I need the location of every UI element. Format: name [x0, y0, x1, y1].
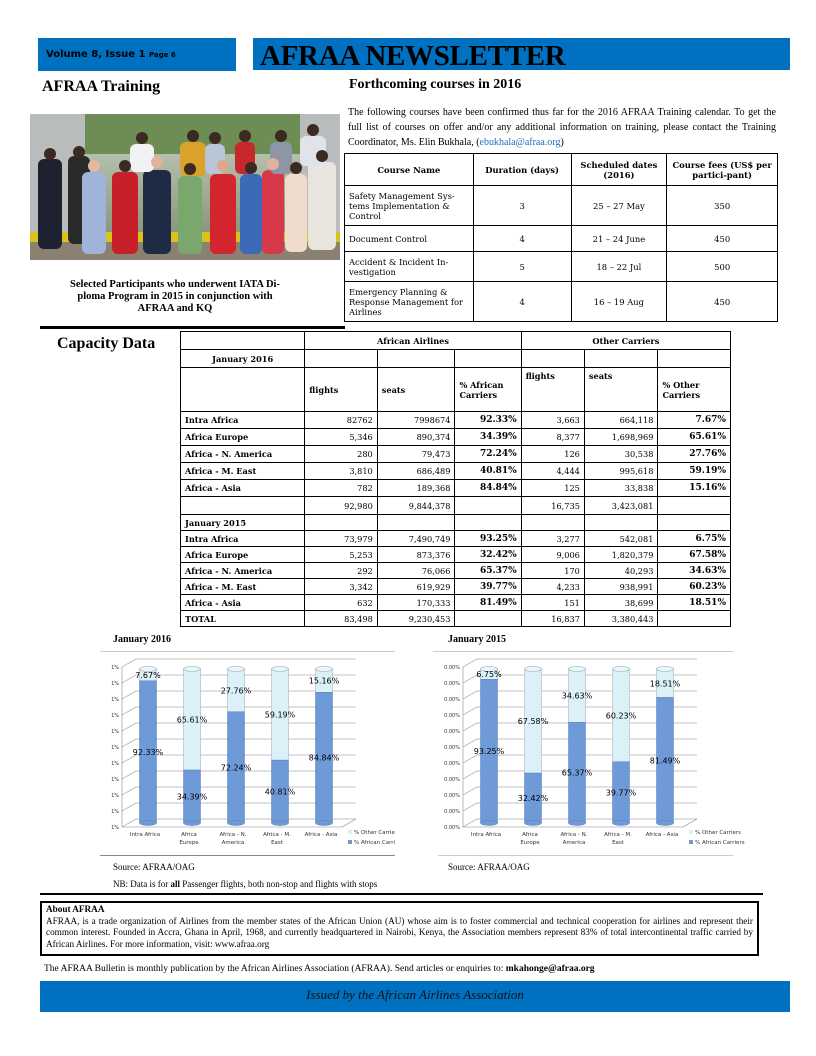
y-tick-label: 1%: [111, 809, 119, 815]
data-label-other: 18.51%: [649, 679, 681, 689]
x-tick-label: East: [271, 840, 283, 846]
total-af-seats: 9,230,453: [377, 611, 455, 627]
data-label-african: 81.49%: [649, 756, 681, 766]
nb-note: NB: Data is for all Passenger flights, both non-stop and flights with stops: [113, 879, 378, 889]
gridline-depth: [122, 819, 136, 827]
course-dates: 21 – 24 June: [571, 226, 667, 252]
capacity-row: [181, 463, 731, 480]
ot-seats: 664,118: [584, 412, 658, 429]
chart-2015: [433, 655, 745, 855]
x-tick-label: Africa - M.: [604, 832, 632, 838]
x-tick-label: America: [221, 840, 245, 846]
courses-header-row: [345, 154, 778, 186]
legend-label-african: % African Carriers: [695, 840, 745, 846]
column-header-row: [181, 368, 731, 412]
x-tick-label: Africa - M.: [263, 832, 291, 838]
legend-swatch-other: [689, 830, 693, 834]
total-ot-seats: 3,380,443: [584, 611, 658, 627]
af-seats: 79,473: [377, 446, 455, 463]
period-2016: January 2016: [181, 350, 305, 368]
capacity-row: [181, 429, 731, 446]
af-pct: 92.33%: [455, 412, 521, 429]
about-box: [40, 901, 759, 956]
page-number: Page 6: [148, 51, 176, 59]
af-flights: 5,346: [305, 429, 378, 446]
y-tick-label: 0.00%: [444, 809, 460, 815]
gridline-depth: [463, 691, 477, 699]
af-flights: 782: [305, 480, 378, 497]
data-label-african: 65.37%: [561, 768, 593, 778]
course-name: Emergency Planning & Response Management for Airlines: [345, 282, 474, 322]
col-dates: Scheduled dates (2016): [571, 154, 667, 186]
ot-seats: 30,538: [584, 446, 658, 463]
af-flights: 3,342: [305, 579, 378, 595]
af-pct: 39.77%: [455, 579, 521, 595]
course-dates: 16 – 19 Aug: [571, 282, 667, 322]
route-label: Africa - Asia: [181, 595, 305, 611]
y-tick-label: 1%: [111, 681, 119, 687]
bar-base: [569, 821, 586, 826]
bar-base: [613, 821, 630, 826]
gridline-depth: [463, 819, 477, 827]
y-tick-label: 0.00%: [444, 825, 460, 831]
y-tick-label: 0.00%: [444, 729, 460, 735]
x-tick-label: Intra Africa: [470, 832, 502, 838]
ot-seats: 995,618: [584, 463, 658, 480]
y-tick-label: 0.00%: [444, 793, 460, 799]
ot-seats: 33,838: [584, 480, 658, 497]
gridline-depth: [463, 675, 477, 683]
data-label-other: 6.75%: [476, 670, 502, 680]
route-label: Africa - Asia: [181, 480, 305, 497]
ot-seats: 1,698,969: [584, 429, 658, 446]
gridline-depth: [463, 771, 477, 779]
bar-base: [184, 821, 201, 826]
course-row: [345, 186, 778, 226]
caption-line: AFRAA and KQ: [137, 303, 213, 314]
ot-flights: 9,006: [521, 547, 584, 563]
volume-label: Volume 8, Issue 1: [46, 49, 146, 60]
af-flights: 5,253: [305, 547, 378, 563]
af-seats: 170,333: [377, 595, 455, 611]
capacity-row: [181, 563, 731, 579]
total-af-seats: 9,844,378: [377, 497, 455, 515]
data-label-african: 84.84%: [308, 753, 340, 763]
ot-seats: 40,293: [584, 563, 658, 579]
af-pct: 72.24%: [455, 446, 521, 463]
col-flights-other: flights: [521, 368, 584, 412]
y-tick-label: 1%: [111, 777, 119, 783]
gridline-depth: [463, 787, 477, 795]
course-fee: 450: [667, 282, 778, 322]
contact-email-link[interactable]: ebukhala@afraa.org: [479, 137, 561, 148]
col-seats: seats: [377, 368, 455, 412]
course-row: [345, 252, 778, 282]
x-tick-label: Africa: [522, 832, 538, 838]
total-af-flights: 83,498: [305, 611, 378, 627]
about-body: AFRAA, is a trade organization of Airlines from the member states of the African Union (AU) whose aim is to foster commercial and technical cooperation for airlines and represent their common interest. Founded in Accra, Ghana in April, 1968, and currently headquartered in Nairobi, Kenya, the Association members represent 83% of total intercontinental traffic carried by African Airlines. For more information, visit: www.afraa.org: [46, 915, 753, 949]
chart-2016: [100, 655, 400, 855]
af-pct: 84.84%: [455, 480, 521, 497]
ot-pct: 6.75%: [658, 531, 731, 547]
af-pct: 34.39%: [455, 429, 521, 446]
y-tick-label: 0.00%: [444, 681, 460, 687]
data-label-african: 32.42%: [517, 794, 549, 804]
chart-frame-bottom: [100, 855, 395, 856]
x-axis-depth: [683, 819, 697, 827]
gridline-depth: [463, 659, 477, 667]
af-pct: 32.42%: [455, 547, 521, 563]
col-pct-other: % Other Carriers: [658, 368, 731, 412]
data-label-african: 93.25%: [473, 747, 505, 757]
bar-cap: [657, 667, 674, 672]
gridline-depth: [122, 723, 136, 731]
data-label-other: 60.23%: [605, 711, 637, 721]
x-tick-label: Africa - N.: [219, 832, 247, 838]
intro-end: ): [560, 137, 564, 148]
gridline-depth: [463, 723, 477, 731]
courses-table: [344, 153, 778, 322]
participants-photo: [30, 114, 340, 260]
course-duration: 4: [473, 282, 571, 322]
group-photo-illustration: [30, 114, 340, 260]
af-flights: 280: [305, 446, 378, 463]
af-flights: 82762: [305, 412, 378, 429]
bulletin-note: The AFRAA Bulletin is monthly publication by the African Airlines Association (AFRAA). Send articles or enquiries to: mkahonge@afraa.org: [44, 964, 595, 974]
bar-base: [272, 821, 289, 826]
group-other-carriers: Other Carriers: [521, 332, 730, 350]
af-seats: 7998674: [377, 412, 455, 429]
about-heading: About AFRAA: [46, 904, 105, 914]
ot-seats: 938,991: [584, 579, 658, 595]
data-label-african: 40.81%: [264, 787, 296, 797]
total-af-flights: 92,980: [305, 497, 378, 515]
data-label-african: 34.39%: [176, 792, 208, 802]
gridline-depth: [122, 771, 136, 779]
af-pct: 40.81%: [455, 463, 521, 480]
gridline-depth: [122, 803, 136, 811]
source-2016: Source: AFRAA/OAG: [113, 862, 195, 872]
training-heading: AFRAA Training: [42, 78, 161, 95]
x-tick-label: Africa - Asia: [645, 832, 679, 838]
course-name: Document Control: [345, 226, 474, 252]
ot-flights: 3,277: [521, 531, 584, 547]
total-label: TOTAL: [181, 611, 305, 627]
course-duration: 4: [473, 226, 571, 252]
data-label-african: 39.77%: [605, 788, 637, 798]
legend-swatch-african: [689, 840, 693, 844]
y-tick-label: 0.00%: [444, 761, 460, 767]
route-label: Africa - N. America: [181, 446, 305, 463]
y-tick-label: 1%: [111, 793, 119, 799]
ot-flights: 8,377: [521, 429, 584, 446]
photo-caption: [40, 279, 310, 315]
af-seats: 686,489: [377, 463, 455, 480]
ot-flights: 3,663: [521, 412, 584, 429]
capacity-row: [181, 531, 731, 547]
data-label-african: 72.24%: [220, 763, 252, 773]
legend-label-african: % African Carri: [354, 840, 396, 846]
x-tick-label: Europe: [520, 840, 540, 846]
ot-pct: 15.16%: [658, 480, 731, 497]
gridline-depth: [463, 803, 477, 811]
gridline-depth: [122, 675, 136, 683]
route-label: Africa - M. East: [181, 579, 305, 595]
bar-cap: [272, 667, 289, 672]
course-fee: 500: [667, 252, 778, 282]
period-2015: January 2015: [181, 515, 305, 531]
capacity-row: [181, 446, 731, 463]
course-dates: 25 – 27 May: [571, 186, 667, 226]
y-tick-label: 1%: [111, 745, 119, 751]
col-fees: Course fees (US$ per partici-pant): [667, 154, 778, 186]
course-row: [345, 282, 778, 322]
source-2015: Source: AFRAA/OAG: [448, 862, 530, 872]
group-header-row: [181, 332, 731, 350]
col-pct-african: % African Carriers: [455, 368, 521, 412]
gridline-depth: [122, 707, 136, 715]
y-tick-label: 0.00%: [444, 777, 460, 783]
gridline-depth: [122, 787, 136, 795]
bar-base: [481, 821, 498, 826]
route-label: Africa Europe: [181, 547, 305, 563]
route-label: Intra Africa: [181, 531, 305, 547]
data-label-other: 59.19%: [264, 710, 296, 720]
course-name: Safety Management Sys-tems Implementation & Control: [345, 186, 474, 226]
bar-base: [228, 821, 245, 826]
y-tick-label: 0.00%: [444, 745, 460, 751]
af-seats: 76,066: [377, 563, 455, 579]
gridline-depth: [122, 659, 136, 667]
col-duration: Duration (days): [473, 154, 571, 186]
af-flights: 3,810: [305, 463, 378, 480]
data-label-other: 34.63%: [561, 691, 593, 701]
chart-frame-top: [100, 651, 395, 652]
newsletter-title: AFRAA NEWSLETTER: [260, 40, 566, 72]
ot-flights: 4,233: [521, 579, 584, 595]
ot-pct: 7.67%: [658, 412, 731, 429]
af-pct: 81.49%: [455, 595, 521, 611]
y-tick-label: 0.00%: [444, 713, 460, 719]
x-tick-label: Africa - Asia: [304, 832, 338, 838]
gridline-depth: [463, 739, 477, 747]
bar-cap: [613, 667, 630, 672]
ot-seats: 38,699: [584, 595, 658, 611]
legend-swatch-other: [348, 830, 352, 834]
course-name: Accident & Incident In-vestigation: [345, 252, 474, 282]
bar-cap: [184, 667, 201, 672]
y-tick-label: 0.00%: [444, 697, 460, 703]
volume-issue: [46, 49, 176, 60]
x-axis-depth: [342, 819, 356, 827]
caption-line: ploma Program in 2015 in conjunction with: [77, 291, 273, 302]
ot-pct: 34.63%: [658, 563, 731, 579]
af-seats: 873,376: [377, 547, 455, 563]
x-tick-label: East: [612, 840, 624, 846]
af-pct: 93.25%: [455, 531, 521, 547]
capacity-row: [181, 595, 731, 611]
y-tick-label: 0.00%: [444, 665, 460, 671]
chart-2016-title: January 2016: [113, 634, 172, 645]
courses-intro: [348, 105, 776, 150]
bar-cap: [525, 667, 542, 672]
af-seats: 619,929: [377, 579, 455, 595]
capacity-row: [181, 547, 731, 563]
af-flights: 292: [305, 563, 378, 579]
group-african-airlines: African Airlines: [305, 332, 521, 350]
y-tick-label: 1%: [111, 729, 119, 735]
section-divider: [40, 893, 763, 895]
data-label-other: 27.76%: [220, 686, 252, 696]
ot-seats: 1,820,379: [584, 547, 658, 563]
y-tick-label: 1%: [111, 761, 119, 767]
bulletin-email-link[interactable]: mkahonge@afraa.org: [505, 964, 595, 974]
course-duration: 5: [473, 252, 571, 282]
y-tick-label: 1%: [111, 665, 119, 671]
route-label: Africa - N. America: [181, 563, 305, 579]
total-row-2016: [181, 497, 731, 515]
gridline-depth: [122, 691, 136, 699]
caption-line: Selected Participants who underwent IATA Di-: [70, 279, 280, 290]
ot-pct: 59.19%: [658, 463, 731, 480]
capacity-table: [180, 331, 731, 627]
af-pct: 65.37%: [455, 563, 521, 579]
course-dates: 18 – 22 Jul: [571, 252, 667, 282]
ot-flights: 4,444: [521, 463, 584, 480]
data-label-other: 15.16%: [308, 676, 340, 686]
ot-flights: 151: [521, 595, 584, 611]
bar-base: [657, 821, 674, 826]
footer-text: Issued by the African Airlines Association: [306, 987, 524, 1002]
section-divider: [40, 326, 345, 329]
bar-base: [525, 821, 542, 826]
chart-frame-bottom: [438, 855, 733, 856]
capacity-row: [181, 579, 731, 595]
legend-label-other: % Other Carrie: [354, 830, 395, 836]
ot-pct: 18.51%: [658, 595, 731, 611]
legend-label-other: % Other Carriers: [695, 830, 742, 836]
gridline-depth: [122, 739, 136, 747]
total-ot-flights: 16,837: [521, 611, 584, 627]
y-tick-label: 1%: [111, 713, 119, 719]
af-flights: 632: [305, 595, 378, 611]
bar-cap: [316, 667, 333, 672]
bar-cap: [569, 667, 586, 672]
af-seats: 890,374: [377, 429, 455, 446]
route-label: Intra Africa: [181, 412, 305, 429]
ot-pct: 65.61%: [658, 429, 731, 446]
x-tick-label: Africa: [181, 832, 197, 838]
x-tick-label: Africa - N.: [560, 832, 588, 838]
chart-frame-top: [433, 651, 733, 652]
chart-2015-title: January 2015: [448, 634, 507, 645]
ot-flights: 170: [521, 563, 584, 579]
col-seats-other: seats: [584, 368, 658, 412]
x-tick-label: Intra Africa: [129, 832, 161, 838]
intro-text: The following courses have been confirmed thus far for the 2016 AFRAA Training calendar. To get the full list of courses on offer and/or any additional information on training, please contact the Training Coordinator, Ms. Elin Bukhala, (: [348, 107, 776, 148]
period-row: [181, 515, 731, 531]
legend-swatch-african: [348, 840, 352, 844]
col-flights: flights: [305, 368, 378, 412]
capacity-heading: Capacity Data: [57, 335, 156, 352]
y-tick-label: 1%: [111, 825, 119, 831]
ot-seats: 542,081: [584, 531, 658, 547]
bar-base: [140, 821, 157, 826]
ot-pct: 27.76%: [658, 446, 731, 463]
ot-flights: 126: [521, 446, 584, 463]
x-tick-label: Europe: [179, 840, 199, 846]
course-fee: 450: [667, 226, 778, 252]
x-tick-label: America: [562, 840, 586, 846]
data-label-other: 67.58%: [517, 717, 549, 727]
course-row: [345, 226, 778, 252]
bar-cap: [228, 667, 245, 672]
route-label: Africa Europe: [181, 429, 305, 446]
data-label-african: 92.33%: [132, 747, 164, 757]
ot-pct: 60.23%: [658, 579, 731, 595]
courses-heading: Forthcoming courses in 2016: [349, 77, 522, 92]
data-label-other: 7.67%: [135, 670, 161, 680]
capacity-row: [181, 412, 731, 429]
course-duration: 3: [473, 186, 571, 226]
course-fee: 350: [667, 186, 778, 226]
capacity-row: [181, 480, 731, 497]
total-ot-flights: 16,735: [521, 497, 584, 515]
total-row-2015: [181, 611, 731, 627]
ot-pct: 67.58%: [658, 547, 731, 563]
data-label-other: 65.61%: [176, 715, 208, 725]
gridline-depth: [463, 707, 477, 715]
ot-flights: 125: [521, 480, 584, 497]
period-row: [181, 350, 731, 368]
total-ot-seats: 3,423,081: [584, 497, 658, 515]
af-seats: 189,368: [377, 480, 455, 497]
route-label: Africa - M. East: [181, 463, 305, 480]
y-tick-label: 1%: [111, 697, 119, 703]
col-course-name: Course Name: [345, 154, 474, 186]
af-seats: 7,490,749: [377, 531, 455, 547]
bar-base: [316, 821, 333, 826]
af-flights: 73,979: [305, 531, 378, 547]
